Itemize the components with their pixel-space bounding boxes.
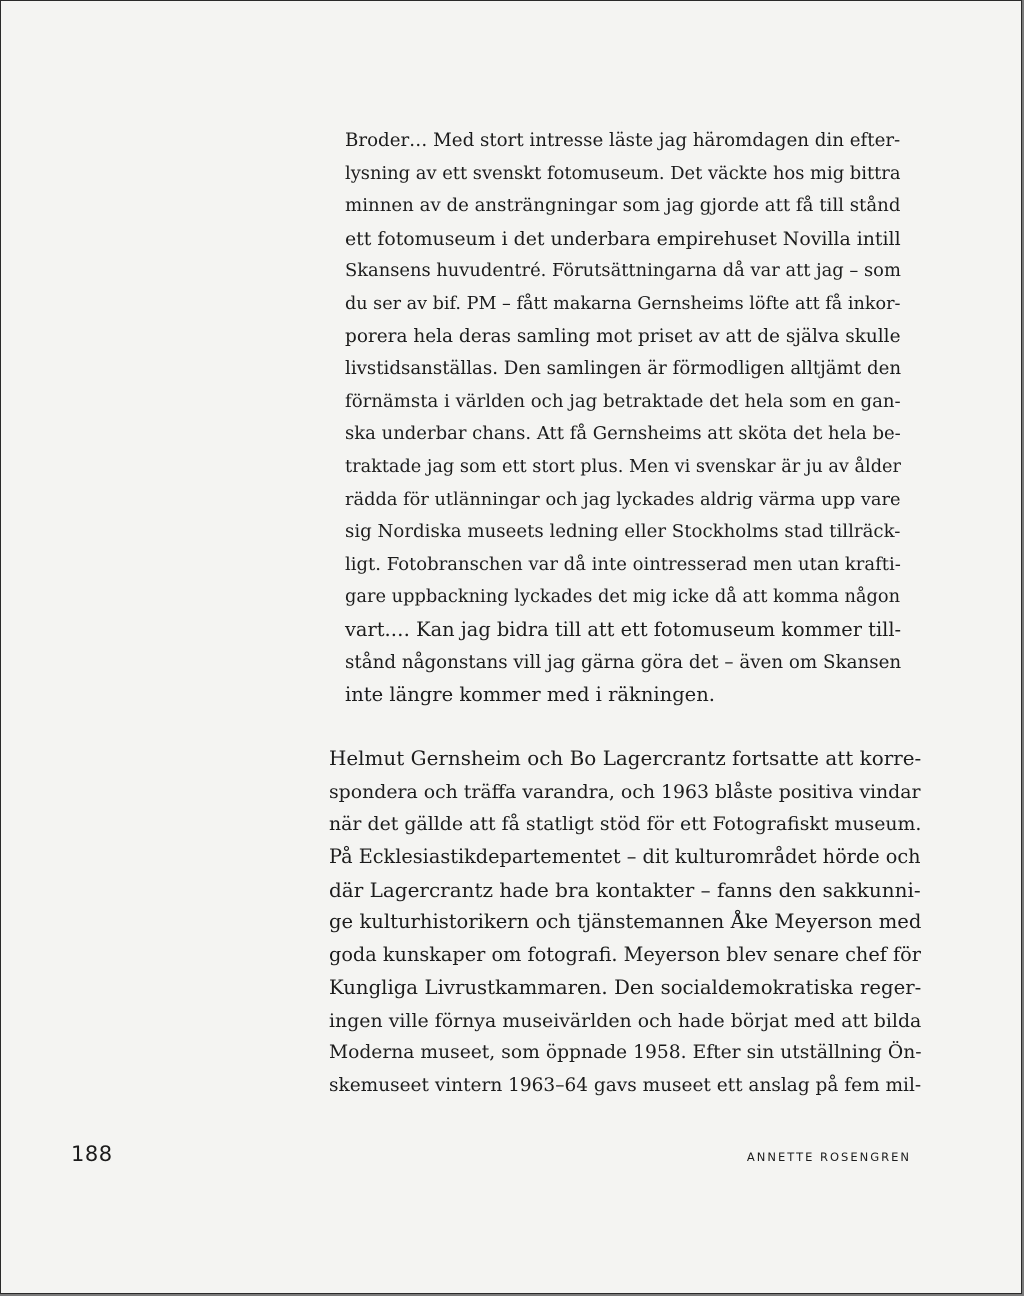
quote-line: lysning av ett svenskt fotomuseum. Det väckte hos mig bittra [345,162,901,184]
quote-line: traktade jag som ett stort plus. Men vi svenskar är ju av ålder [345,456,901,477]
page-number: 188 [71,1142,113,1166]
running-head-author: ANNETTE ROSENGREN [746,1150,911,1164]
body-line: skemuseet vintern 1963–64 gavs museet ett anslag på fem mil- [329,1074,922,1096]
quote-line: vart.… Kan jag bidra till att ett fotomuseum kommer till- [345,617,902,641]
body-line: spondera och träffa varandra, och 1963 blåste positiva vindar [329,780,921,803]
body-line: Kungliga Livrustkammaren. Den socialdemokratiska reger- [329,975,922,999]
quote-line: Broder… Med stort intresse läste jag häromdagen din efter- [345,130,901,151]
quote-line: gare uppbackning lyckades det mig icke då att komma någon [345,586,901,608]
body-paragraph [329,743,923,1103]
quote-line: minnen av de ansträngningar som jag gjorde att få till stånd [345,195,901,217]
quote-line: livstidsanställas. Den samlingen är förmodligen alltjämt den [345,358,902,380]
quote-line: förnämsta i världen och jag betraktade det hela som en gan- [345,390,901,412]
block-quote [345,125,905,712]
body-line: Moderna museet, som öppnade 1958. Efter sin utställning Ön- [329,1042,922,1064]
quote-line: inte längre kommer med i räkningen. [345,683,715,707]
body-line: På Ecklesiastikdepartementet – dit kulturområdet hörde och [329,845,921,869]
body-line: Helmut Gernsheim och Bo Lagercrantz fortsatte att korre- [329,747,922,770]
quote-line: ett fotomuseum i det underbara empirehuset Novilla intill [345,227,901,250]
body-line: när det gällde att få statligt stöd för ett Fotografiskt museum. [329,813,922,836]
body-line: goda kunskaper om fotografi. Meyerson blev senare chef för [329,943,921,967]
quote-line: rädda för utlänningar och jag lyckades aldrig värma upp vare [345,489,901,510]
body-line: där Lagercrantz hade bra kontakter – fanns den sakkunni- [329,877,921,902]
body-line: ingen ville förnya museivärlden och hade börjat med att bilda [329,1009,922,1032]
quote-line: du ser av bif. PM – fått makarna Gernsheims löfte att få inkor- [345,293,901,314]
quote-line: stånd någonstans vill jag gärna göra det – även om Skansen [345,651,902,673]
quote-line: porera hela deras samling mot priset av att de själva skulle [345,325,901,347]
quote-line: sig Nordiska museets ledning eller Stockholms stad tillräck- [345,521,901,543]
quote-line: ska underbar chans. Att få Gernsheims att sköta det hela be- [345,423,901,445]
body-line: ge kulturhistorikern och tjänstemannen Åke Meyerson med [329,910,922,934]
quote-line: ligt. Fotobranschen var då inte ointresserad men utan krafti- [345,553,901,575]
quote-line: Skansens huvudentré. Förutsättningarna då var att jag – som [345,260,901,282]
